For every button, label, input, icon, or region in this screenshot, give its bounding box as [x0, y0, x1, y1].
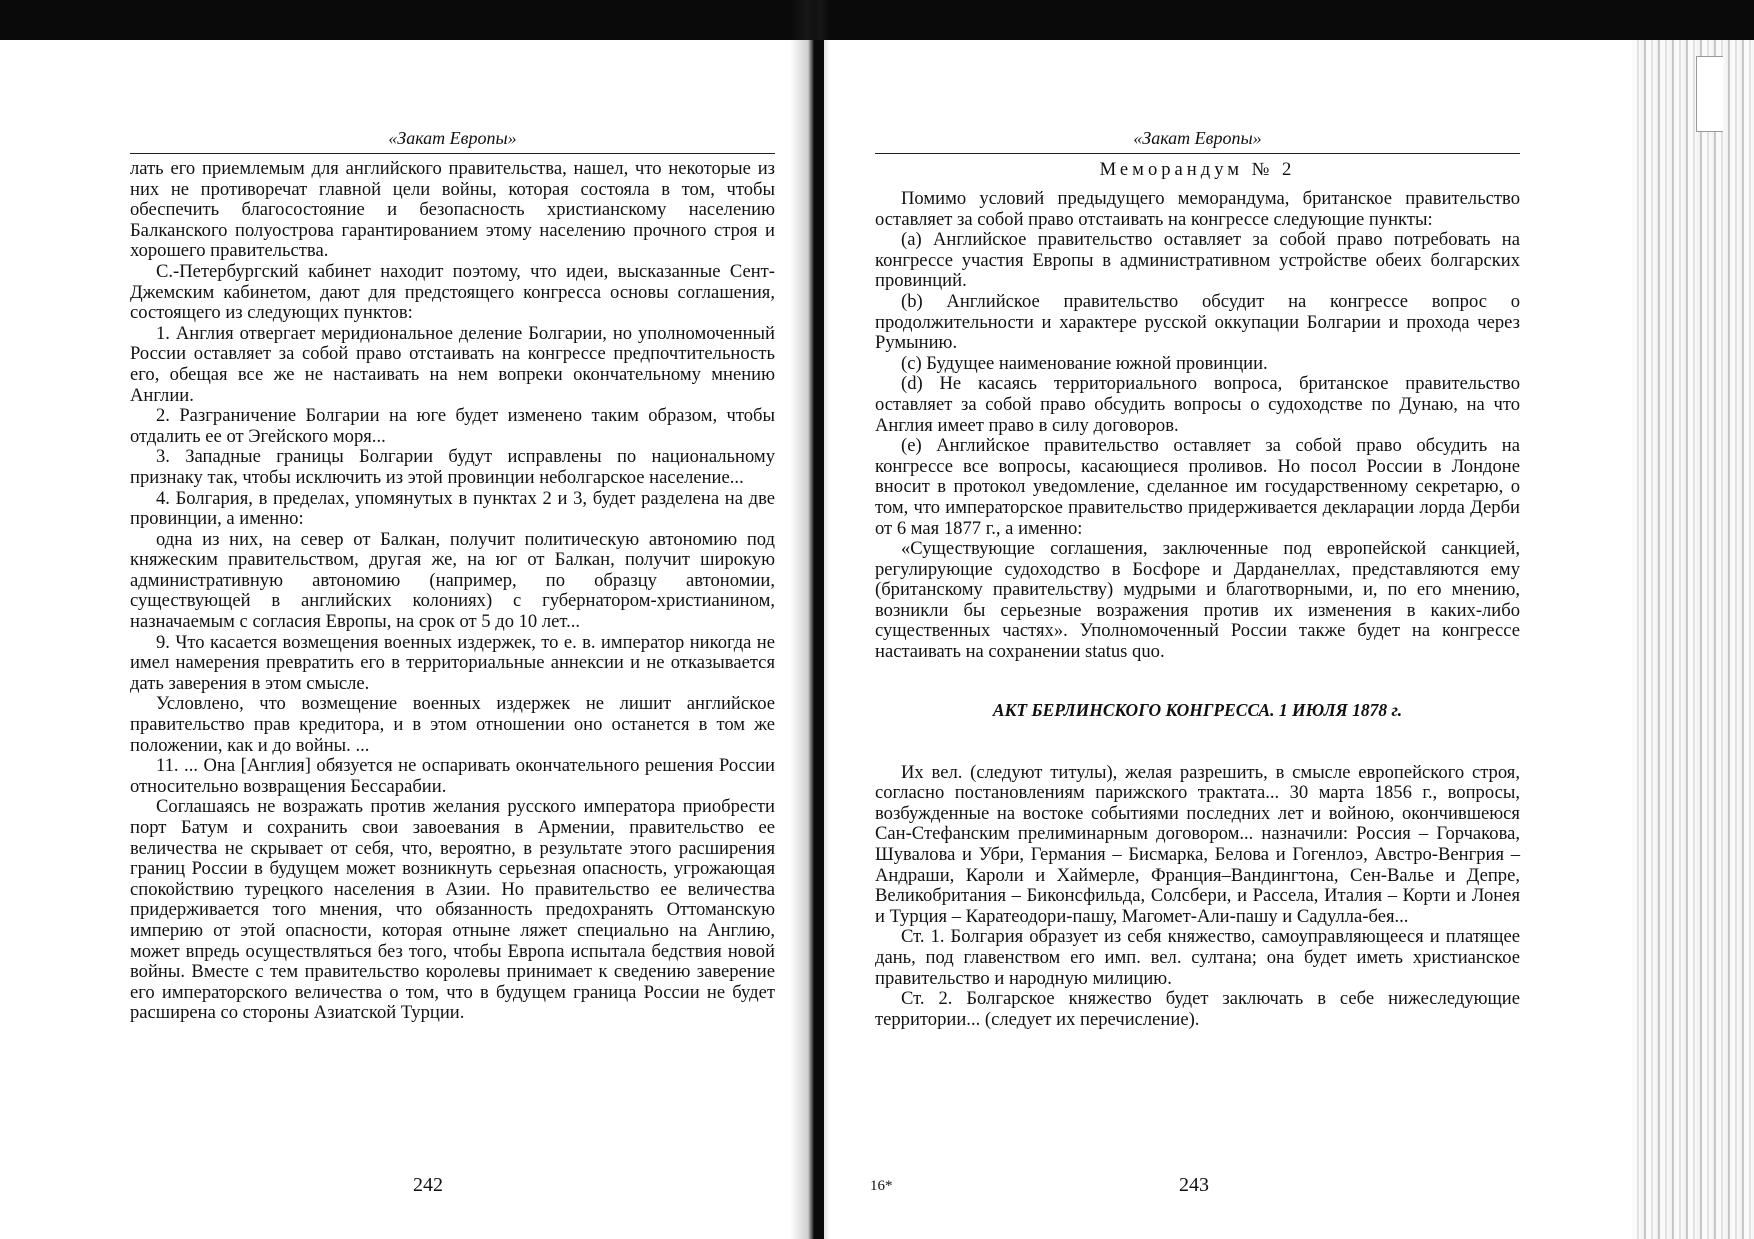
paragraph: (d) Не касаясь территориального вопроса, британское правительство оставляет за собой право обсудить вопросы о судоходстве по Дунаю, на что Англия имеет право в силу договоров.	[875, 373, 1520, 436]
paragraph: (b) Английское правительство обсудит на конгрессе вопрос о продолжительности и характере русской оккупации Болгарии и прохода через Румынию.	[875, 290, 1520, 354]
right-page-body	[875, 159, 1520, 1030]
signature-mark: 16*	[870, 1178, 893, 1194]
paragraph: 1. Англия отвергает меридиональное деление Болгарии, но уполномоченный России оставляет за собой право отстаивать на конгрессе предпочтительность его, обещая все же не настаивать на нем вопреки окончательному мнению Англии.	[130, 322, 775, 406]
page-number-left: 242	[413, 1174, 443, 1196]
paper-tab	[1696, 56, 1723, 132]
paragraph: Соглашаясь не возражать против желания русского императора приобрести порт Батум и сохранить свои завоевания в Армении, правительство ее величества не скрывает от себя, что, вероятно, в результате этого расширения границ России в будущем может возникнуть серьезная опасность, угрожающая спокойствию турецкого населения в Азии. Но правительство ее величества придерживается того мнения, что обязанность предохранять Оттоманскую империю от этой опасности, которая отныне ляжет специально на Англию, может впредь осуществляться без того, чтобы Европа испытала бедствия новой войны. Вместе с тем правительство королевы принимает к сведению заверение его императорского величества о том, что в будущем граница России не будет расширена со стороны Азиатской Турции.	[130, 796, 775, 1024]
paragraph: 3. Западные границы Болгарии будут исправлены по национальному признаку так, чтобы исключить из этой провинции неболгарское население...	[130, 446, 775, 488]
left-page-body	[130, 159, 775, 1024]
running-head-left: «Закат Европы»	[130, 126, 775, 154]
paragraph: одна из них, на север от Балкан, получит политическую автономию под княжеским правительством, другая же, на юг от Балкан, получит широкую административную автономию (например, по образцу автономии, существующей в английских колониях) с губернатором-христианином, назначаемым с согласия Европы, на срок от 5 до 10 лет...	[130, 528, 775, 633]
paragraph: С.-Петербургский кабинет находит поэтому, что идеи, высказанные Сент-Джемским кабинетом, дают для предстоящего конгресса основы соглашения, состоящего из следующих пунктов:	[130, 260, 775, 324]
scan-top-border	[0, 0, 1754, 40]
paragraph: лать его приемлемым для английского правительства, нашел, что некоторые из них не противоречат главной цели войны, которая состояла в том, чтобы обеспечить благосостояние и безопасность христианскому населению Балканского полуострова гарантированием этому населению прочного строя и хорошего правительства.	[130, 158, 775, 262]
paragraph: Помимо условий предыдущего меморандума, британское правительство оставляет за собой право отстаивать на конгрессе следующие пункты:	[875, 188, 1520, 230]
page-number-right: 243	[1179, 1174, 1209, 1196]
paragraph: Условлено, что возмещение военных издержек не лишит английское правительство прав кредитора, и в этом отношении оно останется в том же положении, как и до войны. ...	[130, 693, 775, 756]
section-heading: АКТ БЕРЛИНСКОГО КОНГРЕССА. 1 ИЮЛЯ 1878 г.	[992, 699, 1403, 720]
right-page	[875, 126, 1520, 1030]
memorandum-title: Меморандум № 2	[1099, 159, 1296, 180]
paragraph: 9. Что касается возмещения военных издержек, то е. в. император никогда не имел намерения превратить его в территориальные аннексии и не отказывается дать заверения в этом смысле.	[130, 631, 775, 694]
running-head-right: «Закат Европы»	[875, 126, 1520, 154]
paragraph: 2. Разграничение Болгарии на юге будет изменено таким образом, чтобы отдалить ее от Эгейского моря...	[130, 405, 775, 447]
paragraph: «Существующие соглашения, заключенные под европейской санкцией, регулирующие судоходство в Босфоре и Дарданеллах, представляются ему (британскому правительству) мудрыми и благотворными, и, по его мнению, возникли бы серьезные возражения против их изменения в каких-либо существенных частях». Уполномоченный России также будет на конгрессе настаивать на сохранении status quo.	[875, 538, 1520, 663]
book-gutter-shadow	[790, 0, 830, 1239]
paragraph: (e) Английское правительство оставляет за собой право обсудить на конгрессе все вопросы, касающиеся проливов. Но посол России в Лондоне вносит в протокол уведомление, сделанное им государственному секретарю, о том, что императорское правительство придерживается декларации лорда Дерби от 6 мая 1877 г., а именно:	[875, 435, 1520, 539]
paragraph: Ст. 1. Болгария образует из себя княжество, самоуправляющееся и платящее дань, под главенством его имп. вел. султана; она будет иметь христианское правительство и народную милицию.	[875, 926, 1520, 989]
paragraph: 11. ... Она [Англия] обязуется не оспаривать окончательного решения России относительно возвращения Бессарабии.	[130, 755, 775, 797]
paragraph: 4. Болгария, в пределах, упомянутых в пунктах 2 и 3, будет разделена на две провинции, а именно:	[130, 487, 775, 530]
paragraph: Их вел. (следуют титулы), желая разрешить, в смысле европейского строя, согласно постановлениям парижского трактата... 30 марта 1856 г., вопросы, возбужденные на востоке событиями последних лет и войною, окончившеюся Сан-Стефанским прелиминарным договором... назначили: Россия – Горчакова, Шувалова и Убри, Германия – Бисмарка, Белова и Гогенлоэ, Австро-Венгрия – Андраши, Кароли и Хаймерле, Франция–Вандингтона, Сен-Валье и Депре, Великобритания – Биконсфильда, Солсбери, и Рассела, Италия – Корти и Лонея и Турция – Каратеодори-пашу, Магомет-Али-пашу и Садулла-бея...	[875, 761, 1520, 927]
paragraph: (c) Будущее наименование южной провинции.	[901, 352, 1268, 374]
page-stack-edge	[1632, 40, 1754, 1239]
paragraph: (a) Английское правительство оставляет за собой право потребовать на конгрессе участия Европы в административном устройстве обеих болгарских провинций.	[875, 229, 1520, 292]
book-gutter	[814, 40, 824, 1239]
left-page	[130, 126, 775, 1024]
paragraph: Ст. 2. Болгарское княжество будет заключать в себе нижеследующие территории... (следует их перечисление).	[875, 988, 1520, 1030]
